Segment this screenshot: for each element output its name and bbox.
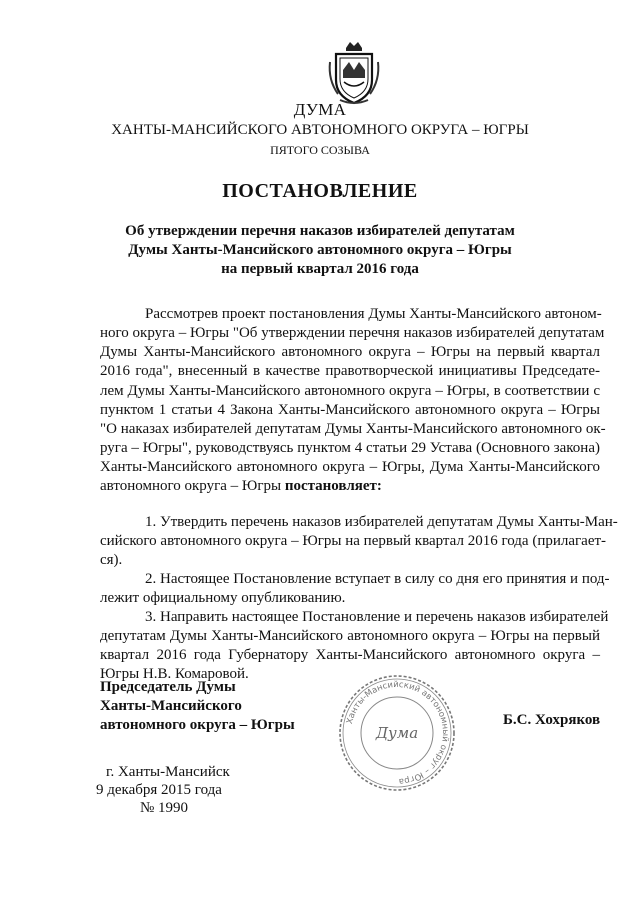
preamble-line: ного округа – Югры "Об утверждении перечня наказов избирателей депутатам (100, 325, 605, 341)
convocation-label: ПЯТОГО СОЗЫВА (270, 143, 370, 157)
place-of-issue: г. Ханты-Мансийск (106, 764, 230, 780)
document-number: № 1990 (140, 800, 189, 816)
preamble-line: руга – Югры", руководствуясь пунктом 4 статьи 29 Устава (Основного закона) (100, 440, 600, 456)
subject-line: Об утверждении перечня наказов избирателей депутатам (125, 223, 515, 239)
signatory-name: Б.С. Хохряков (503, 712, 601, 728)
document-footer (96, 763, 230, 817)
signatory-position (100, 678, 295, 735)
seal-center-text: Дума (375, 724, 419, 742)
preamble-line: Ханты-Мансийского автономного округа – Югры, Дума Ханты-Мансийского (100, 459, 600, 475)
issuer-region: ХАНТЫ-МАНСИЙСКОГО АВТОНОМНОГО ОКРУГА – ЮГРЫ (111, 122, 529, 138)
item-line: квартал 2016 года Губернатору Ханты-Мансийского автономного округа – (100, 647, 600, 663)
item-line: депутатам Думы Ханты-Мансийского автономного округа – Югры на первый (100, 628, 600, 644)
coat-of-arms-emblem (326, 40, 382, 106)
position-line: Председатель Думы (100, 679, 236, 695)
item-line: ся). (100, 552, 123, 568)
document-type-heading: ПОСТАНОВЛЕНИЕ (222, 180, 418, 202)
item-line: 1. Утвердить перечень наказов избирателей депутатам Думы Ханты-Ман- (145, 514, 618, 530)
decides-keyword: постановляет: (284, 478, 382, 494)
official-seal-stamp (336, 672, 458, 794)
position-line: автономного округа – Югры (100, 717, 295, 733)
item-line: 2. Настоящее Постановление вступает в силу со дня его принятия и под- (145, 571, 610, 587)
preamble-line: "О наказах избирателей депутатам Думы Ханты-Мансийского автономного ок- (100, 421, 606, 437)
item-line: лежит официальному опубликованию. (100, 590, 346, 606)
seal-ring-text: Ханты-Мансийский автономный округ – Югра (344, 679, 451, 787)
preamble-line: пунктом 1 статьи 4 Закона Ханты-Мансийского автономного округа – Югры (100, 402, 600, 418)
preamble-line: Думы Ханты-Мансийского автономного округа – Югры на первый квартал (100, 344, 600, 360)
item-line: сийского автономного округа – Югры на первый квартал 2016 года (прилагает- (100, 533, 607, 549)
document-subject (0, 222, 640, 279)
issuer-title: ДУМА (293, 100, 347, 119)
preamble-line: 2016 года", внесенный в качестве правотворческой инициативы Председате- (100, 363, 600, 379)
preamble-text: автономного округа – Югры (100, 478, 285, 494)
subject-line: Думы Ханты-Мансийского автономного округа – Югры (128, 242, 512, 258)
item-line: Югры Н.В. Комаровой. (100, 666, 249, 682)
item-line: 3. Направить настоящее Постановление и перечень наказов избирателей (145, 609, 609, 625)
preamble-line: лем Думы Ханты-Мансийского автономного округа – Югры, в соответствии с (100, 383, 600, 399)
preamble-line-final (100, 478, 382, 495)
issue-date: 9 декабря 2015 года (96, 782, 222, 798)
subject-line: на первый квартал 2016 года (221, 261, 419, 277)
preamble-line: Рассмотрев проект постановления Думы Ханты-Мансийского автоном- (145, 306, 602, 322)
position-line: Ханты-Мансийского (100, 698, 242, 714)
